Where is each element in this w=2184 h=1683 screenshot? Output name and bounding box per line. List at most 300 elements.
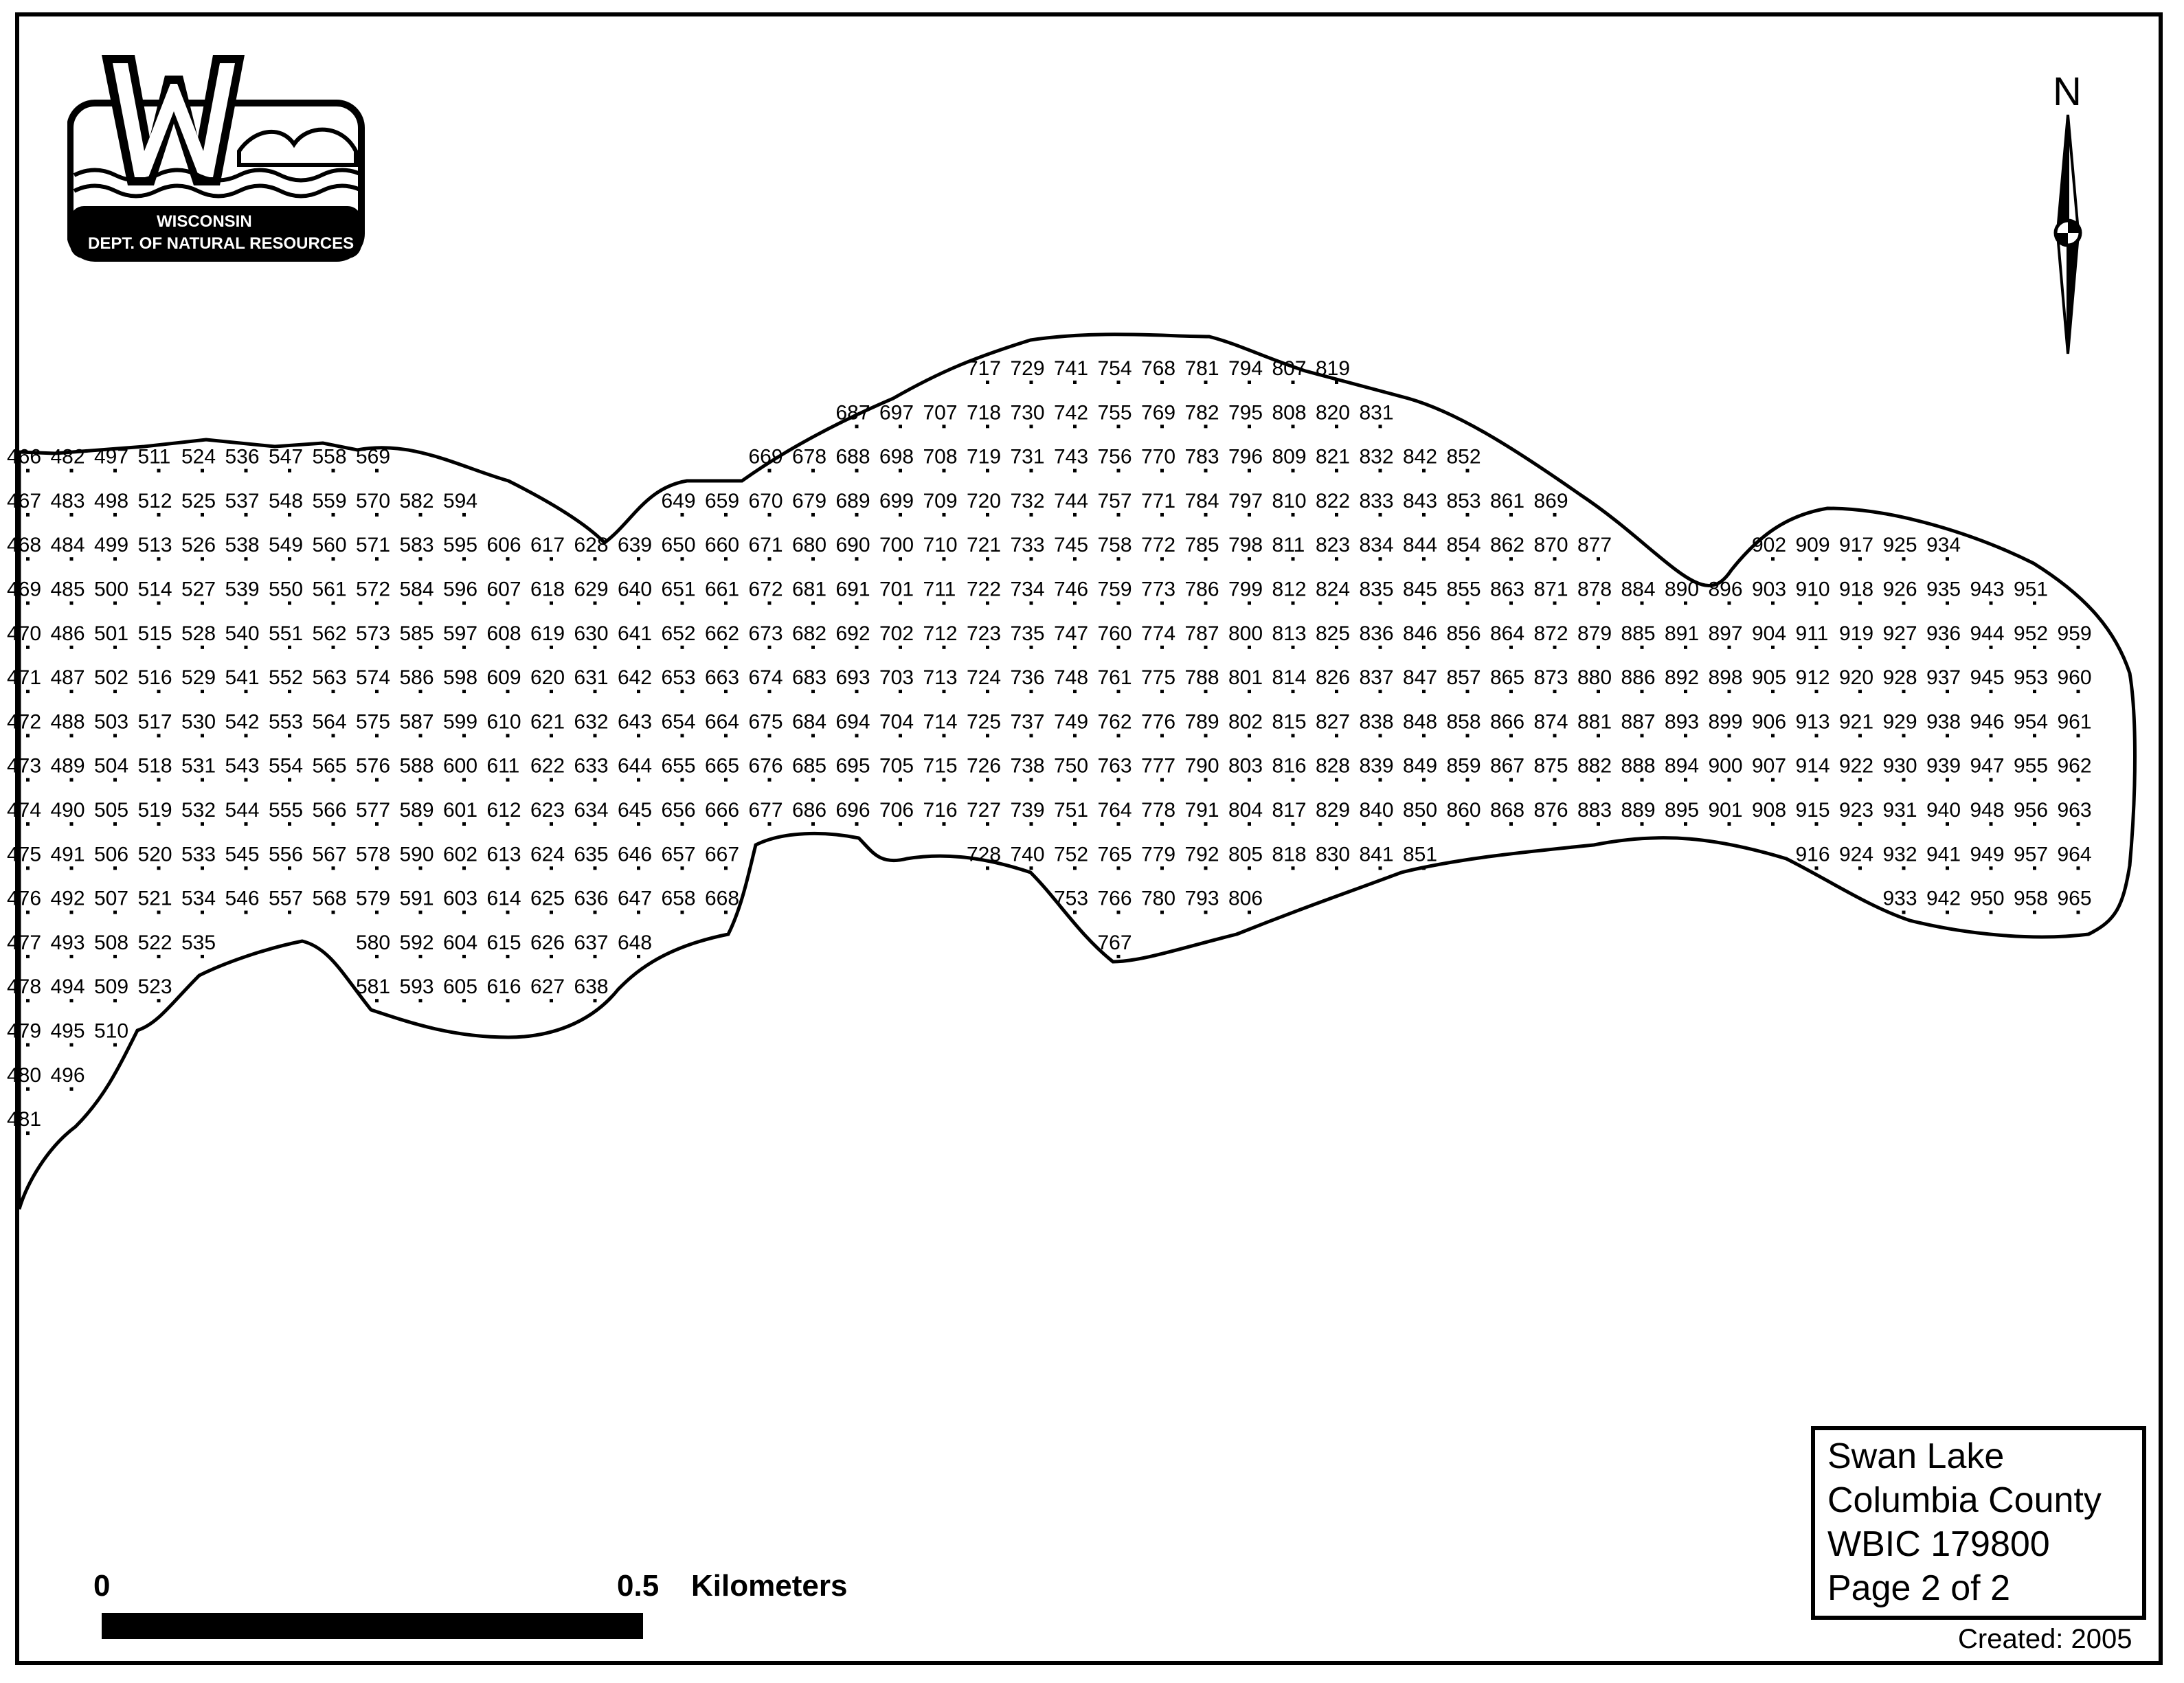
- sample-point-label: 787: [1184, 622, 1219, 645]
- sample-point-marker: [288, 557, 291, 561]
- sample-point-marker: [1379, 513, 1382, 517]
- sample-point-label: 503: [94, 710, 129, 734]
- sample-point-marker: [855, 557, 859, 561]
- sample-point-marker: [26, 734, 30, 737]
- sample-point-label: 575: [356, 710, 391, 734]
- sample-point-marker: [1379, 602, 1382, 605]
- sample-point-marker: [1946, 822, 1949, 826]
- sample-point-marker: [201, 955, 204, 958]
- sample-point-label: 657: [661, 843, 696, 866]
- sample-point-marker: [113, 955, 117, 958]
- sample-point-label: 606: [486, 534, 521, 557]
- sample-point-marker: [375, 513, 379, 517]
- sample-point-label: 496: [50, 1063, 85, 1087]
- sample-point-label: 573: [356, 622, 391, 645]
- sample-point-label: 570: [356, 489, 391, 512]
- sample-point-label: 823: [1316, 534, 1351, 557]
- sample-point-label: 738: [1010, 754, 1045, 778]
- sample-point-label: 611: [486, 754, 520, 778]
- sample-point-marker: [419, 999, 423, 1002]
- sample-point-marker: [245, 513, 248, 517]
- sample-point-label: 903: [1752, 578, 1787, 601]
- sample-point-marker: [1858, 557, 1862, 561]
- sample-point-label: 497: [94, 445, 129, 468]
- sample-point-marker: [26, 955, 30, 958]
- sample-point-label: 638: [574, 975, 609, 999]
- sample-point-marker: [70, 602, 74, 605]
- sample-point-label: 637: [574, 931, 609, 954]
- sample-point-marker: [1509, 822, 1513, 826]
- sample-point-marker: [2077, 646, 2080, 649]
- sample-point-label: 914: [1795, 754, 1830, 778]
- sample-point-marker: [113, 690, 117, 693]
- sample-point-label: 545: [225, 843, 260, 866]
- sample-point-label: 687: [835, 401, 870, 425]
- sample-point-label: 620: [530, 666, 565, 690]
- sample-point-marker: [1160, 778, 1164, 782]
- sample-point-label: 806: [1228, 887, 1263, 910]
- sample-point-marker: [1509, 690, 1513, 693]
- sample-point-label: 755: [1097, 401, 1132, 425]
- sample-point-marker: [1117, 425, 1121, 428]
- sample-point-label: 518: [137, 754, 172, 778]
- sample-point-marker: [332, 513, 335, 517]
- sample-point-label: 756: [1097, 445, 1132, 468]
- sample-point-label: 928: [1882, 666, 1917, 690]
- sample-point-marker: [1728, 690, 1731, 693]
- sample-point-marker: [419, 911, 423, 914]
- sample-point-marker: [1073, 646, 1077, 649]
- sample-point-label: 500: [94, 578, 129, 601]
- sample-point-label: 829: [1316, 799, 1351, 822]
- sample-point-marker: [1771, 778, 1775, 782]
- sample-point-label: 525: [181, 489, 216, 512]
- sample-point-label: 830: [1316, 843, 1351, 866]
- sample-point-marker: [724, 734, 728, 737]
- sample-point-label: 803: [1228, 754, 1263, 778]
- sample-point-marker: [1990, 778, 1993, 782]
- sample-point-label: 471: [7, 666, 42, 690]
- sample-point-label: 563: [312, 666, 347, 690]
- sample-point-label: 544: [225, 799, 260, 822]
- sample-point-marker: [899, 778, 902, 782]
- sample-point-marker: [157, 646, 161, 649]
- sample-point-marker: [375, 557, 379, 561]
- sample-point-label: 543: [225, 754, 260, 778]
- sample-point-marker: [1292, 778, 1295, 782]
- sample-point-label: 508: [94, 931, 129, 954]
- sample-point-marker: [1990, 866, 1993, 870]
- sample-point-marker: [1292, 690, 1295, 693]
- sample-point-label: 682: [792, 622, 827, 645]
- sample-point-marker: [375, 955, 379, 958]
- sample-point-label: 965: [2057, 887, 2092, 910]
- sample-point-marker: [506, 734, 510, 737]
- sample-point-marker: [1030, 557, 1033, 561]
- sample-point-marker: [1902, 734, 1906, 737]
- sample-point-marker: [1248, 469, 1251, 473]
- sample-point-marker: [1117, 911, 1121, 914]
- sample-point-marker: [70, 911, 74, 914]
- sample-point-marker: [899, 557, 902, 561]
- sample-point-label: 873: [1533, 666, 1568, 690]
- sample-point-label: 547: [269, 445, 304, 468]
- sample-point-marker: [1248, 381, 1251, 384]
- sample-point-label: 714: [923, 710, 958, 734]
- sample-point-label: 485: [50, 578, 85, 601]
- sample-point-marker: [986, 646, 989, 649]
- sample-point-marker: [506, 690, 510, 693]
- sample-point-marker: [724, 602, 728, 605]
- sample-point-marker: [1946, 557, 1949, 561]
- scale-end-label: 0.5: [617, 1569, 660, 1603]
- sample-point-marker: [1117, 690, 1121, 693]
- sample-point-marker: [70, 469, 74, 473]
- sample-point-marker: [855, 602, 859, 605]
- sample-point-marker: [2077, 690, 2080, 693]
- sample-point-label: 619: [530, 622, 565, 645]
- sample-point-label: 646: [618, 843, 653, 866]
- sample-point-marker: [681, 822, 684, 826]
- sample-point-marker: [855, 469, 859, 473]
- sample-point-marker: [1160, 381, 1164, 384]
- sample-point-label: 912: [1795, 666, 1830, 690]
- sample-point-marker: [899, 513, 902, 517]
- sample-point-label: 512: [137, 489, 172, 512]
- sample-point-label: 566: [312, 799, 347, 822]
- sample-point-label: 824: [1316, 578, 1351, 601]
- sample-point-marker: [462, 778, 466, 782]
- sample-point-label: 523: [137, 975, 172, 999]
- sample-point-marker: [1335, 425, 1338, 428]
- sample-point-label: 788: [1184, 666, 1219, 690]
- sample-point-marker: [637, 911, 640, 914]
- sample-point-label: 742: [1054, 401, 1089, 425]
- sample-point-label: 480: [7, 1063, 42, 1087]
- sample-point-marker: [1902, 778, 1906, 782]
- sample-point-marker: [681, 602, 684, 605]
- sample-point-label: 468: [7, 534, 42, 557]
- sample-point-label: 520: [137, 843, 172, 866]
- sample-point-marker: [1117, 381, 1121, 384]
- sample-point-marker: [245, 866, 248, 870]
- sample-point-marker: [637, 866, 640, 870]
- sample-point-marker: [26, 778, 30, 782]
- sample-point-marker: [419, 734, 423, 737]
- sample-point-label: 487: [50, 666, 85, 690]
- sample-point-marker: [1684, 646, 1687, 649]
- sample-point-label: 902: [1752, 534, 1787, 557]
- sample-point-label: 950: [1970, 887, 2005, 910]
- sample-point-label: 725: [967, 710, 1002, 734]
- sample-point-label: 895: [1665, 799, 1700, 822]
- sample-point-label: 759: [1097, 578, 1132, 601]
- sample-point-label: 648: [618, 931, 653, 954]
- sample-point-label: 920: [1839, 666, 1874, 690]
- sample-point-marker: [1858, 646, 1862, 649]
- sample-point-label: 559: [312, 489, 347, 512]
- sample-point-label: 624: [530, 843, 565, 866]
- sample-point-label: 962: [2057, 754, 2092, 778]
- sample-point-marker: [1815, 557, 1819, 561]
- sample-point-marker: [245, 690, 248, 693]
- sample-point-marker: [1771, 822, 1775, 826]
- sample-point-label: 860: [1446, 799, 1481, 822]
- sample-point-label: 839: [1359, 754, 1394, 778]
- sample-point-marker: [1990, 734, 1993, 737]
- sample-point-marker: [1902, 646, 1906, 649]
- sample-point-label: 774: [1141, 622, 1176, 645]
- sample-point-marker: [1248, 822, 1251, 826]
- sample-point-marker: [26, 866, 30, 870]
- sample-point-marker: [506, 557, 510, 561]
- sample-point-marker: [1728, 778, 1731, 782]
- sample-point-marker: [26, 557, 30, 561]
- sample-point-marker: [1422, 557, 1426, 561]
- sample-point-marker: [1335, 690, 1338, 693]
- sample-point-label: 691: [835, 578, 870, 601]
- sample-point-label: 557: [269, 887, 304, 910]
- sample-point-marker: [1466, 822, 1470, 826]
- sample-point-label: 605: [443, 975, 478, 999]
- sample-point-marker: [288, 866, 291, 870]
- sample-point-marker: [1902, 822, 1906, 826]
- sample-point-marker: [1335, 513, 1338, 517]
- sample-point-marker: [332, 822, 335, 826]
- sample-point-marker: [768, 469, 772, 473]
- sample-point-marker: [1858, 866, 1862, 870]
- sample-point-marker: [113, 778, 117, 782]
- sample-point-label: 730: [1010, 401, 1045, 425]
- sample-point-marker: [1858, 602, 1862, 605]
- sample-point-marker: [1030, 866, 1033, 870]
- sample-point-label: 734: [1010, 578, 1045, 601]
- sample-point-marker: [2033, 911, 2036, 914]
- sample-point-marker: [1684, 778, 1687, 782]
- sample-point-marker: [375, 646, 379, 649]
- sample-point-label: 670: [748, 489, 783, 512]
- sample-point-label: 760: [1097, 622, 1132, 645]
- wbic-code: WBIC 179800: [1827, 1524, 2050, 1564]
- sample-point-marker: [1553, 690, 1557, 693]
- sample-point-marker: [1379, 822, 1382, 826]
- sample-point-label: 499: [94, 534, 129, 557]
- sample-point-label: 913: [1795, 710, 1830, 734]
- sample-point-marker: [157, 911, 161, 914]
- sample-point-label: 810: [1272, 489, 1307, 512]
- sample-point-label: 813: [1272, 622, 1307, 645]
- sample-point-label: 577: [356, 799, 391, 822]
- sample-point-label: 776: [1141, 710, 1176, 734]
- sample-point-marker: [1902, 557, 1906, 561]
- sample-point-label: 671: [748, 534, 783, 557]
- sample-point-label: 484: [50, 534, 85, 557]
- sample-point-marker: [1117, 866, 1121, 870]
- sample-point-marker: [899, 690, 902, 693]
- sample-point-marker: [594, 557, 597, 561]
- sample-point-label: 769: [1141, 401, 1176, 425]
- sample-point-marker: [2077, 734, 2080, 737]
- sample-point-marker: [943, 602, 946, 605]
- sample-point-label: 783: [1184, 445, 1219, 468]
- sample-point-label: 947: [1970, 754, 2005, 778]
- sample-point-label: 515: [137, 622, 172, 645]
- sample-point-label: 874: [1533, 710, 1568, 734]
- sample-point-marker: [1597, 822, 1600, 826]
- sample-point-marker: [1466, 557, 1470, 561]
- sample-point-label: 812: [1272, 578, 1307, 601]
- sample-point-label: 728: [967, 843, 1002, 866]
- sample-point-label: 640: [618, 578, 653, 601]
- sample-point-label: 879: [1577, 622, 1612, 645]
- sample-point-marker: [332, 866, 335, 870]
- sample-point-marker: [201, 866, 204, 870]
- sample-point-label: 618: [530, 578, 565, 601]
- sample-point-label: 893: [1665, 710, 1700, 734]
- sample-point-label: 633: [574, 754, 609, 778]
- sample-point-marker: [1292, 822, 1295, 826]
- sample-point-label: 677: [748, 799, 783, 822]
- sample-point-label: 486: [50, 622, 85, 645]
- sample-point-marker: [1815, 734, 1819, 737]
- sample-point-marker: [332, 911, 335, 914]
- sample-point-label: 791: [1184, 799, 1219, 822]
- sample-point-label: 579: [356, 887, 391, 910]
- sample-point-marker: [1204, 425, 1208, 428]
- sample-point-label: 751: [1054, 799, 1089, 822]
- sample-point-marker: [375, 822, 379, 826]
- sample-point-marker: [157, 734, 161, 737]
- sample-point-marker: [1117, 557, 1121, 561]
- sample-point-label: 623: [530, 799, 565, 822]
- sample-point-marker: [1379, 557, 1382, 561]
- sample-point-label: 780: [1141, 887, 1176, 910]
- sample-point-marker: [855, 778, 859, 782]
- sample-point-label: 635: [574, 843, 609, 866]
- sample-point-label: 601: [443, 799, 478, 822]
- sample-point-marker: [1204, 822, 1208, 826]
- sample-point-marker: [550, 911, 553, 914]
- sample-point-label: 931: [1882, 799, 1917, 822]
- sample-point-marker: [2033, 690, 2036, 693]
- sample-point-marker: [1815, 602, 1819, 605]
- scale-start-label: 0: [93, 1569, 111, 1603]
- sample-point-marker: [1204, 778, 1208, 782]
- sample-point-marker: [811, 690, 815, 693]
- sample-point-marker: [419, 513, 423, 517]
- sample-point-marker: [1204, 602, 1208, 605]
- sample-point-label: 850: [1403, 799, 1438, 822]
- sample-point-marker: [811, 822, 815, 826]
- sample-point-marker: [419, 955, 423, 958]
- sample-point-marker: [1292, 866, 1295, 870]
- sample-point-marker: [1466, 690, 1470, 693]
- sample-point-label: 825: [1316, 622, 1351, 645]
- sample-point-marker: [506, 955, 510, 958]
- sample-point-marker: [1946, 778, 1949, 782]
- sample-point-label: 710: [923, 534, 958, 557]
- sample-point-label: 634: [574, 799, 609, 822]
- sample-point-label: 952: [2014, 622, 2049, 645]
- sample-point-marker: [419, 866, 423, 870]
- sample-point-marker: [1292, 734, 1295, 737]
- sample-point-label: 778: [1141, 799, 1176, 822]
- sample-point-marker: [1117, 513, 1121, 517]
- sample-point-label: 746: [1054, 578, 1089, 601]
- sample-point-label: 828: [1316, 754, 1351, 778]
- sample-point-label: 616: [486, 975, 521, 999]
- sample-point-label: 951: [2014, 578, 2049, 601]
- sample-point-label: 964: [2057, 843, 2092, 866]
- sample-point-label: 748: [1054, 666, 1089, 690]
- sample-point-label: 729: [1010, 357, 1045, 380]
- sample-point-marker: [26, 690, 30, 693]
- sample-point-label: 940: [1926, 799, 1961, 822]
- sample-point-marker: [594, 911, 597, 914]
- sample-point-label: 827: [1316, 710, 1351, 734]
- sample-point-marker: [157, 778, 161, 782]
- sample-point-label: 719: [967, 445, 1002, 468]
- sample-point-label: 492: [50, 887, 85, 910]
- sample-point-marker: [1204, 646, 1208, 649]
- sample-point-marker: [113, 1043, 117, 1047]
- sample-point-label: 937: [1926, 666, 1961, 690]
- sample-point-label: 849: [1403, 754, 1438, 778]
- sample-point-label: 892: [1665, 666, 1700, 690]
- sample-point-label: 796: [1228, 445, 1263, 468]
- sample-point-marker: [943, 646, 946, 649]
- sample-point-label: 906: [1752, 710, 1787, 734]
- sample-points-layer: [7, 357, 2092, 1135]
- sample-point-label: 470: [7, 622, 42, 645]
- sample-point-label: 877: [1577, 534, 1612, 557]
- sample-point-label: 654: [661, 710, 696, 734]
- sample-point-marker: [157, 513, 161, 517]
- sample-point-marker: [768, 778, 772, 782]
- sample-point-marker: [1815, 690, 1819, 693]
- sample-point-marker: [1553, 734, 1557, 737]
- sample-point-marker: [506, 646, 510, 649]
- sample-point-marker: [2077, 778, 2080, 782]
- sample-point-marker: [245, 778, 248, 782]
- sample-point-label: 863: [1490, 578, 1525, 601]
- sample-point-label: 963: [2057, 799, 2092, 822]
- sample-point-label: 818: [1272, 843, 1307, 866]
- sample-point-label: 679: [792, 489, 827, 512]
- sample-point-label: 763: [1097, 754, 1132, 778]
- sample-point-marker: [201, 911, 204, 914]
- sample-point-label: 939: [1926, 754, 1961, 778]
- sample-point-label: 845: [1403, 578, 1438, 601]
- sample-point-label: 613: [486, 843, 521, 866]
- sample-point-label: 530: [181, 710, 216, 734]
- sample-point-label: 688: [835, 445, 870, 468]
- sample-point-marker: [288, 778, 291, 782]
- sample-point-label: 695: [835, 754, 870, 778]
- sample-point-label: 773: [1141, 578, 1176, 601]
- sample-point-marker: [943, 778, 946, 782]
- sample-point-marker: [1902, 690, 1906, 693]
- sample-point-marker: [855, 734, 859, 737]
- sample-point-marker: [1858, 822, 1862, 826]
- sample-point-marker: [2033, 778, 2036, 782]
- sample-point-label: 488: [50, 710, 85, 734]
- sample-point-marker: [986, 469, 989, 473]
- sample-point-marker: [1292, 469, 1295, 473]
- sample-point-marker: [1990, 646, 1993, 649]
- sample-point-marker: [462, 513, 466, 517]
- sample-point-marker: [70, 513, 74, 517]
